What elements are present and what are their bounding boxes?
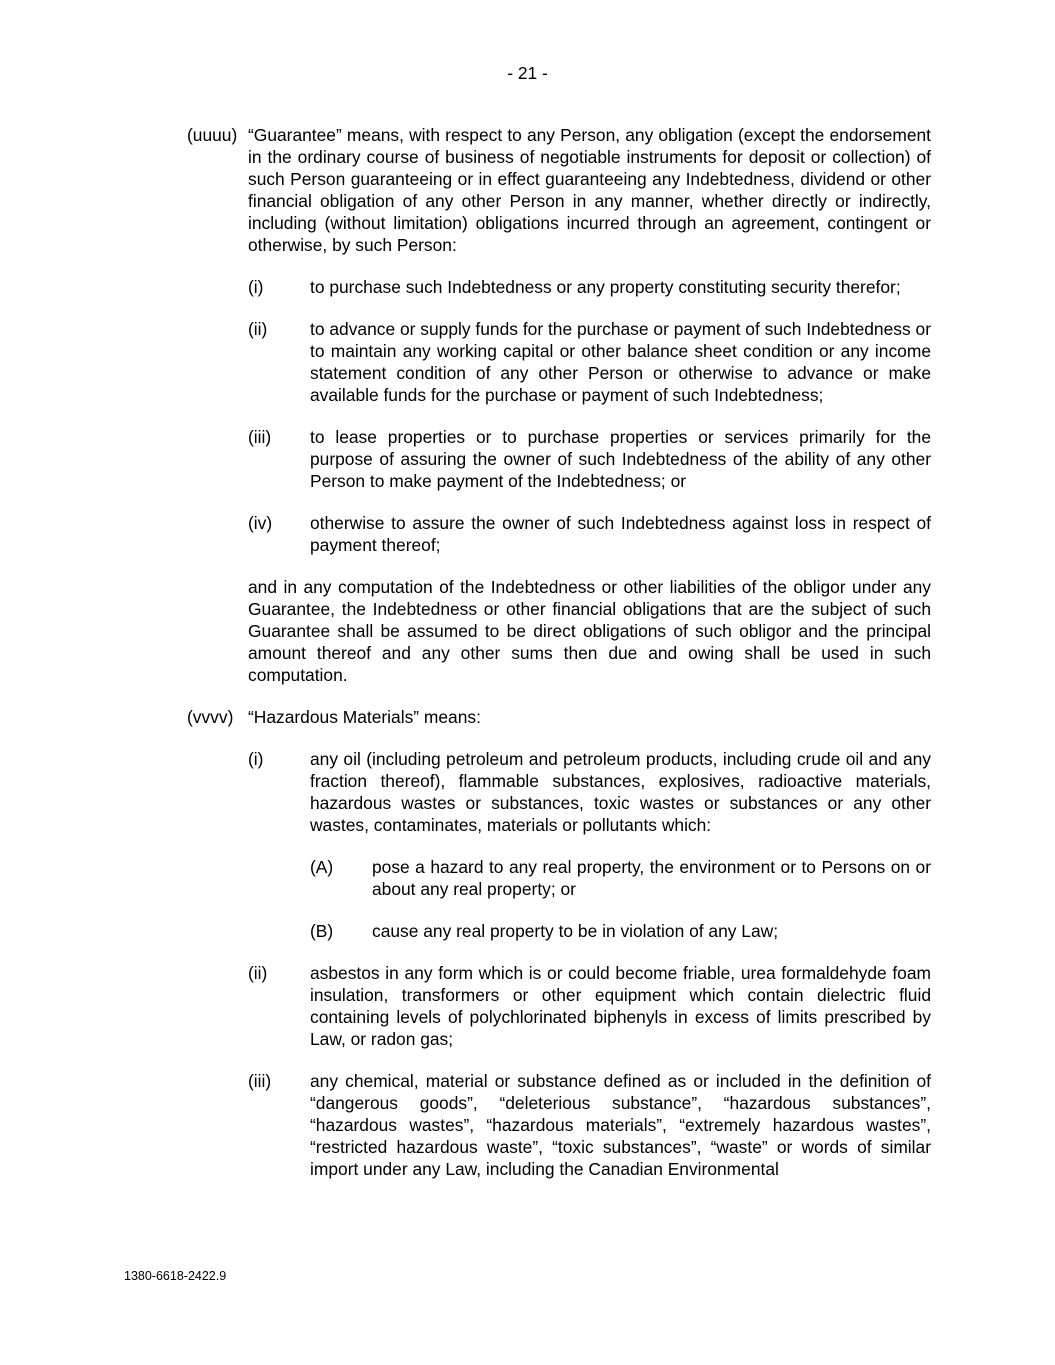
item-label: (i): [248, 749, 264, 769]
sub-list-item: [187, 856, 931, 900]
item-label: (iii): [248, 1071, 272, 1091]
item-label: (iii): [248, 427, 272, 447]
definition-label: (vvvv): [187, 707, 234, 727]
item-text: otherwise to assure the owner of such Indebtedness against loss in respect of payment thereof;: [310, 513, 931, 555]
item-label: (ii): [248, 963, 268, 983]
subitem-label: (A): [310, 857, 334, 877]
item-text: asbestos in any form which is or could become friable, urea formaldehyde foam insulation, transformers or other equipment which contain dielectric fluid containing levels of polychlorinated biphenyls in excess of limits prescribed by Law, or radon gas;: [310, 963, 931, 1049]
page-number: - 21 -: [507, 63, 548, 83]
definition-guarantee: [187, 124, 931, 256]
sub-list-item: [187, 920, 931, 942]
document-body: [187, 124, 931, 1200]
item-label: (i): [248, 277, 264, 297]
definition-label: (uuuu): [187, 125, 238, 145]
list-item: [187, 1070, 931, 1180]
item-label: (iv): [248, 513, 273, 533]
item-text: to lease properties or to purchase properties or services primarily for the purpose of assuring the owner of such Indebtedness of the ability of any other Person to make payment of the Indebtedness; or: [310, 427, 931, 491]
definition-text: “Guarantee” means, with respect to any Person, any obligation (except the endorsement in the ordinary course of business of negotiable instruments for deposit or collection) of such Person guaranteeing or in effect guaranteeing any Indebtedness, dividend or other financial obligation of any other Person in any manner, whether directly or indirectly, including (without limitation) obligations incurred through an agreement, contingent or otherwise, by such Person:: [248, 125, 931, 255]
list-item: [187, 748, 931, 836]
definition-text: “Hazardous Materials” means:: [248, 707, 481, 727]
document-reference-code: 1380-6618-2422.9: [124, 1269, 227, 1283]
item-label: (ii): [248, 319, 268, 339]
item-text: to purchase such Indebtedness or any property constituting security therefor;: [310, 277, 901, 297]
subitem-label: (B): [310, 921, 334, 941]
item-text: any oil (including petroleum and petroleum products, including crude oil and any fraction thereof), flammable substances, explosives, radioactive materials, hazardous wastes or substances, toxic wastes or substances or any other wastes, contaminates, materials or pollutants which:: [310, 749, 931, 835]
list-item: [187, 512, 931, 556]
list-item: [187, 962, 931, 1050]
item-text: any chemical, material or substance defined as or included in the definition of “dangerous goods”, “deleterious substance”, “hazardous substances”, “hazardous wastes”, “hazardous materials”, “extremely hazardous wastes”, “restricted hazardous waste”, “toxic substances”, “waste” or words of similar import under any Law, including the Canadian Environmental: [310, 1071, 931, 1179]
list-item: [187, 318, 931, 406]
list-item: [187, 276, 931, 298]
subitem-text: cause any real property to be in violation of any Law;: [372, 921, 779, 941]
list-item: [187, 426, 931, 492]
item-text: to advance or supply funds for the purchase or payment of such Indebtedness or to maintain any working capital or other balance sheet condition or any income statement condition of any other Person or otherwise to advance or make available funds for the purchase or payment of such Indebtedness;: [310, 319, 931, 405]
definition-continuation: and in any computation of the Indebtedness or other liabilities of the obligor under any Guarantee, the Indebtedness or other financial obligations that are the subject of such Guarantee shall be assumed to be direct obligations of such obligor and the principal amount thereof and any other sums then due and owing shall be used in such computation.: [248, 577, 931, 685]
subitem-text: pose a hazard to any real property, the environment or to Persons on or about any real property; or: [372, 857, 931, 899]
definition-hazardous-materials: [187, 706, 931, 728]
